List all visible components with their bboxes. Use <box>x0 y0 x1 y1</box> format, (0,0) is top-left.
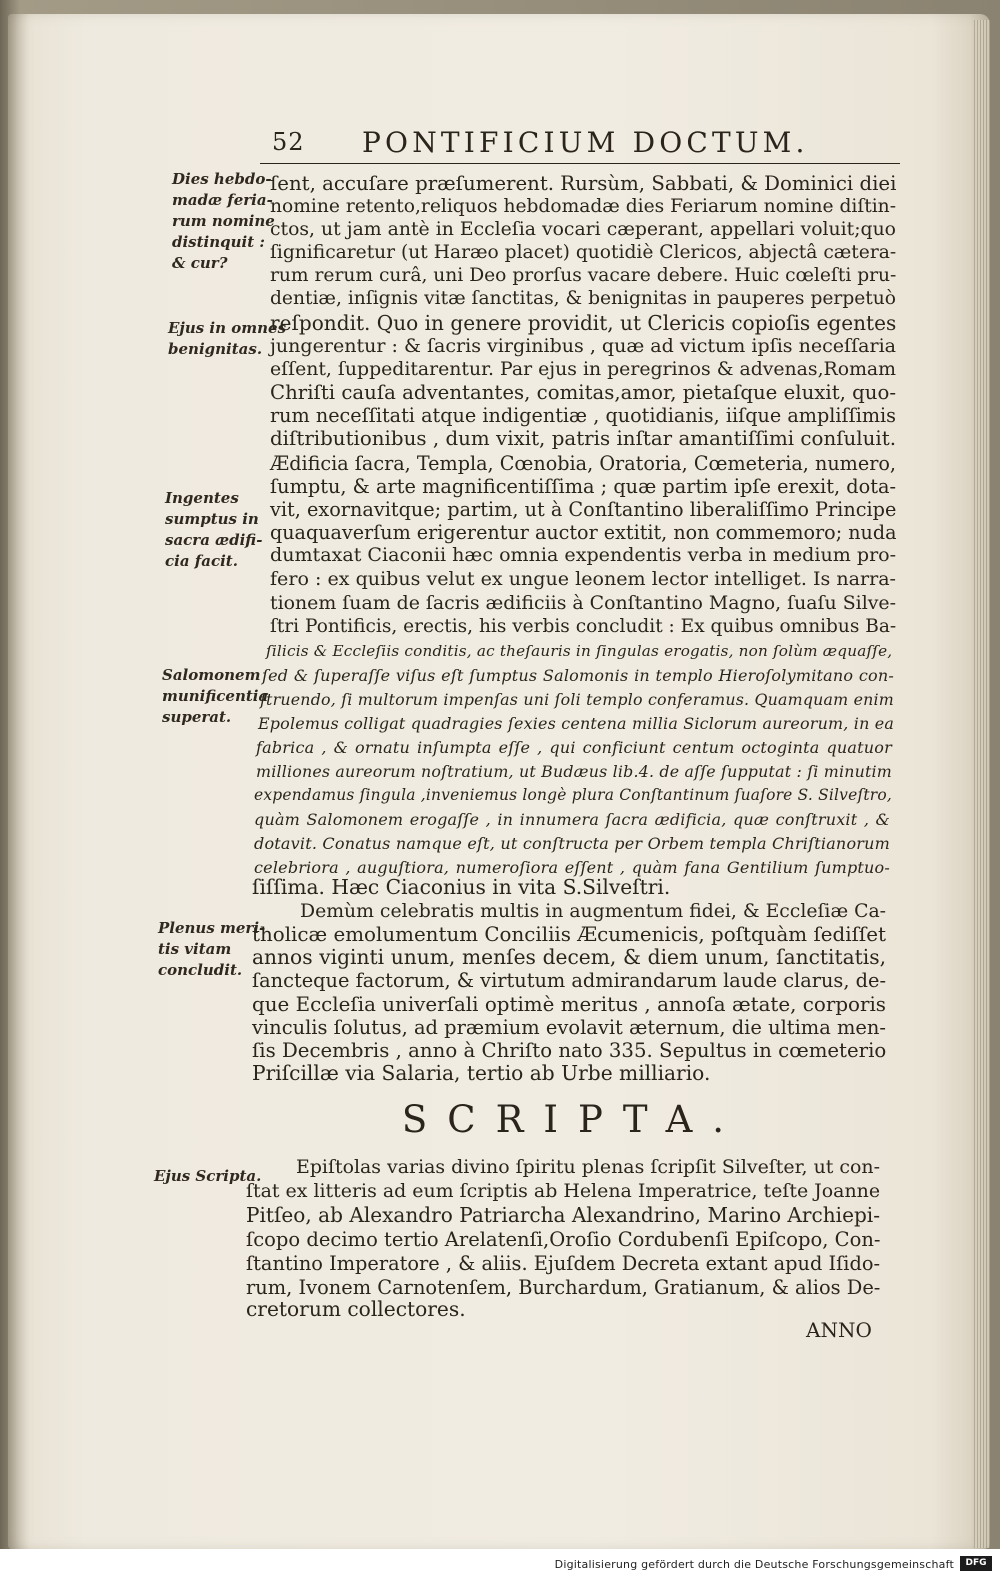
margin-note: & cur? <box>172 254 228 272</box>
margin-note: distinquit : <box>172 233 265 251</box>
text-line: annos viginti unum, menſes decem, & diem unum, ſanctitatis, <box>252 945 886 969</box>
margin-note: Salomonem <box>162 666 261 684</box>
text-line: ſtantino Imperatore , & aliis. Ejuſdem Decreta extant apud Iſido- <box>246 1252 880 1275</box>
text-line: rum rerum curâ, uni Deo prorſus vacare debere. Huic cœleſti pru- <box>270 265 897 286</box>
margin-note: Plenus meri- <box>158 919 266 937</box>
text-line: ſignificaretur (ut Haræo placet) quotidiè Clericos, abjectâ cætera- <box>270 242 897 263</box>
text-line: fero : ex quibus velut ex ungue leonem lector intelliget. Is narra- <box>270 568 896 590</box>
quotation-line: ſtruendo, ſi multorum impenſas uni ſoli templo conferamus. Quamquam enim <box>260 690 894 709</box>
text-line: ſancteque factorum, & virtutum admirandarum laude clarus, de- <box>252 969 886 992</box>
text-line: ſtat ex litteris ad eum ſcriptis ab Helena Imperatrice, teſte Joanne <box>246 1180 881 1202</box>
margin-note: concludit. <box>158 961 243 979</box>
quotation-line: quàm Salomonem erogaſſe , in innumera ſacra ædificia, quæ conſtruxit , & <box>254 810 890 829</box>
text-line: reſpondit. Quo in genere providit, ut Clericis copioſis egentes <box>270 311 897 335</box>
text-line: ſtri Pontificis, erectis, his verbis concludit : Ex quibus omnibus Ba- <box>270 616 897 637</box>
text-line: Chriſti cauſa adventantes, comitas,amor, pietaſque eluxit, quo- <box>270 381 897 404</box>
quotation-line: dotavit. Conatus namque eſt, ut conſtructa per Orbem templa Chriſtianorum <box>254 834 890 853</box>
funding-credit: Digitalisierung gefördert durch die Deutsche Forschungsgemeinschaft <box>554 1558 954 1571</box>
margin-note: sumptus in <box>165 510 259 528</box>
text-line: ſent, accuſare præſumerent. Rursùm, Sabbati, & Dominici diei <box>270 172 897 195</box>
quotation-line: fabrica , & ornatu inſumpta eſſe , qui conficiunt centum octoginta quatuor <box>256 738 892 757</box>
text-line: tionem ſuam de ſacris ædificiis à Conſtantino Magno, ſuaſu Silve- <box>270 592 896 614</box>
text-line: rum neceſſitati atque indigentiæ , quotidianis, iiſque ampliſſimis <box>270 404 896 427</box>
text-line: Epiſtolas varias divino ſpiritu plenas ſcripſit Silveſter, ut con- <box>296 1156 880 1178</box>
text-line: ſumptu, & arte magnificentiſſima ; quæ partim ipſe erexit, dota- <box>270 475 896 498</box>
text-line: tholicæ emolumentum Conciliis Æcumenicis, poſtquàm ſediſſet <box>252 923 886 946</box>
margin-note: Ejus in omnes <box>168 319 287 337</box>
text-line: ctos, ut jam antè in Eccleſia vocari cæperant, appellari voluit;quo <box>270 219 896 240</box>
quotation-line: expendamus ſingula ,inveniemus longè plura Conſtantinum ſuaſore S. Silveſtro, <box>254 786 892 804</box>
text-line: ſcopo decimo tertio Arelatenſi,Oroſio Cordubenſi Epiſcopo, Con- <box>246 1228 881 1251</box>
quotation-line: ſilicis & Eccleſiis conditis, ac theſauris in ſingulas erogatis, non ſolùm æquaſſe, <box>266 642 893 660</box>
text-line: Pitſeo, ab Alexandro Patriarcha Alexandrino, Marino Archiepi- <box>246 1203 880 1227</box>
text-line: cretorum collectores. <box>246 1297 466 1321</box>
text-line: vinculis ſolutus, ad præmium evolavit æternum, die ultima men- <box>252 1016 886 1039</box>
margin-note: cia facit. <box>165 552 238 570</box>
catchword: ANNO <box>806 1318 872 1342</box>
text-line: Ædificia ſacra, Templa, Cœnobia, Oratoria, Cœmeteria, numero, <box>270 452 896 475</box>
margin-note: Ejus Scripta. <box>154 1167 262 1185</box>
margin-note: tis vitam <box>158 940 232 958</box>
text-line: dentiæ, inſignis vitæ ſanctitas, & benignitas in pauperes perpetuò <box>270 288 896 309</box>
quotation-line: Epolemus colligat quadragies ſexies centena millia Siclorum aureorum, in ea <box>258 714 895 733</box>
margin-note: munificentia <box>162 687 269 705</box>
quotation-line: celebriora , auguſtiora, numeroſiora eſſent , quàm fana Gentilium ſumptuo- <box>254 858 890 877</box>
quotation-line: ſed & ſuperaſſe viſus eſt ſumptus Salomonis in templo Hieroſolymitano con- <box>262 666 894 685</box>
quotation-line: milliones aureorum noſtratium, ut Budæus lib.4. de aſſe ſupputat : ſi minutim <box>256 762 892 781</box>
text-line: Demùm celebratis multis in augmentum fidei, & Eccleſiæ Ca- <box>300 901 887 922</box>
margin-note: madæ feria- <box>172 191 273 209</box>
page-edge <box>974 20 990 1548</box>
margin-note: sacra ædifi- <box>165 531 263 549</box>
margin-note: superat. <box>162 708 232 726</box>
text-line: diſtributionibus , dum vixit, patris inſtar amantiſſimi conſuluit. <box>270 427 896 450</box>
text-line: quaquaverſum erigerentur auctor extitit, non commemoro; nuda <box>270 521 897 544</box>
header-rule <box>260 163 900 164</box>
dfg-logo: DFG <box>960 1556 992 1571</box>
margin-note: Ingentes <box>165 489 239 507</box>
page-title: PONTIFICIUM DOCTUM. <box>362 126 809 159</box>
text-line: eſſent, ſuppeditarentur. Par ejus in peregrinos & advenas,Romam <box>270 359 896 380</box>
text-line: que Eccleſia univerſali optimè meritus , annoſa ætate, corporis <box>252 993 886 1016</box>
text-line: dumtaxat Ciaconii hæc omnia expendentis verba in medium pro- <box>270 544 897 566</box>
page-number: 52 <box>272 128 305 156</box>
text-line: ſiſſima. Hæc Ciaconius in vita S.Silveſtri. <box>252 875 671 899</box>
digitization-footer <box>0 1549 1000 1581</box>
text-line: nomine retento,reliquos hebdomadæ dies Feriarum nomine diſtin- <box>270 196 896 217</box>
section-heading: SCRIPTA. <box>401 1098 745 1141</box>
margin-note: rum nomine <box>172 212 275 230</box>
text-line: Priſcillæ via Salaria, tertio ab Urbe milliario. <box>252 1061 711 1085</box>
text-line: ſis Decembris , anno à Chriſto nato 335. Sepultus in cœmeterio <box>252 1039 887 1062</box>
running-head <box>272 128 892 164</box>
margin-note: Dies hebdo- <box>172 170 272 188</box>
text-line: vit, exornavitque; partim, ut à Conſtantino liberaliſſimo Principe <box>270 498 897 521</box>
text-line: jungerentur : & ſacris virginibus , quæ ad victum ipſis neceſſaria <box>270 335 897 357</box>
text-line: rum, Ivonem Carnotenſem, Burchardum, Gratianum, & alios De- <box>246 1276 881 1299</box>
margin-note: benignitas. <box>168 340 263 358</box>
